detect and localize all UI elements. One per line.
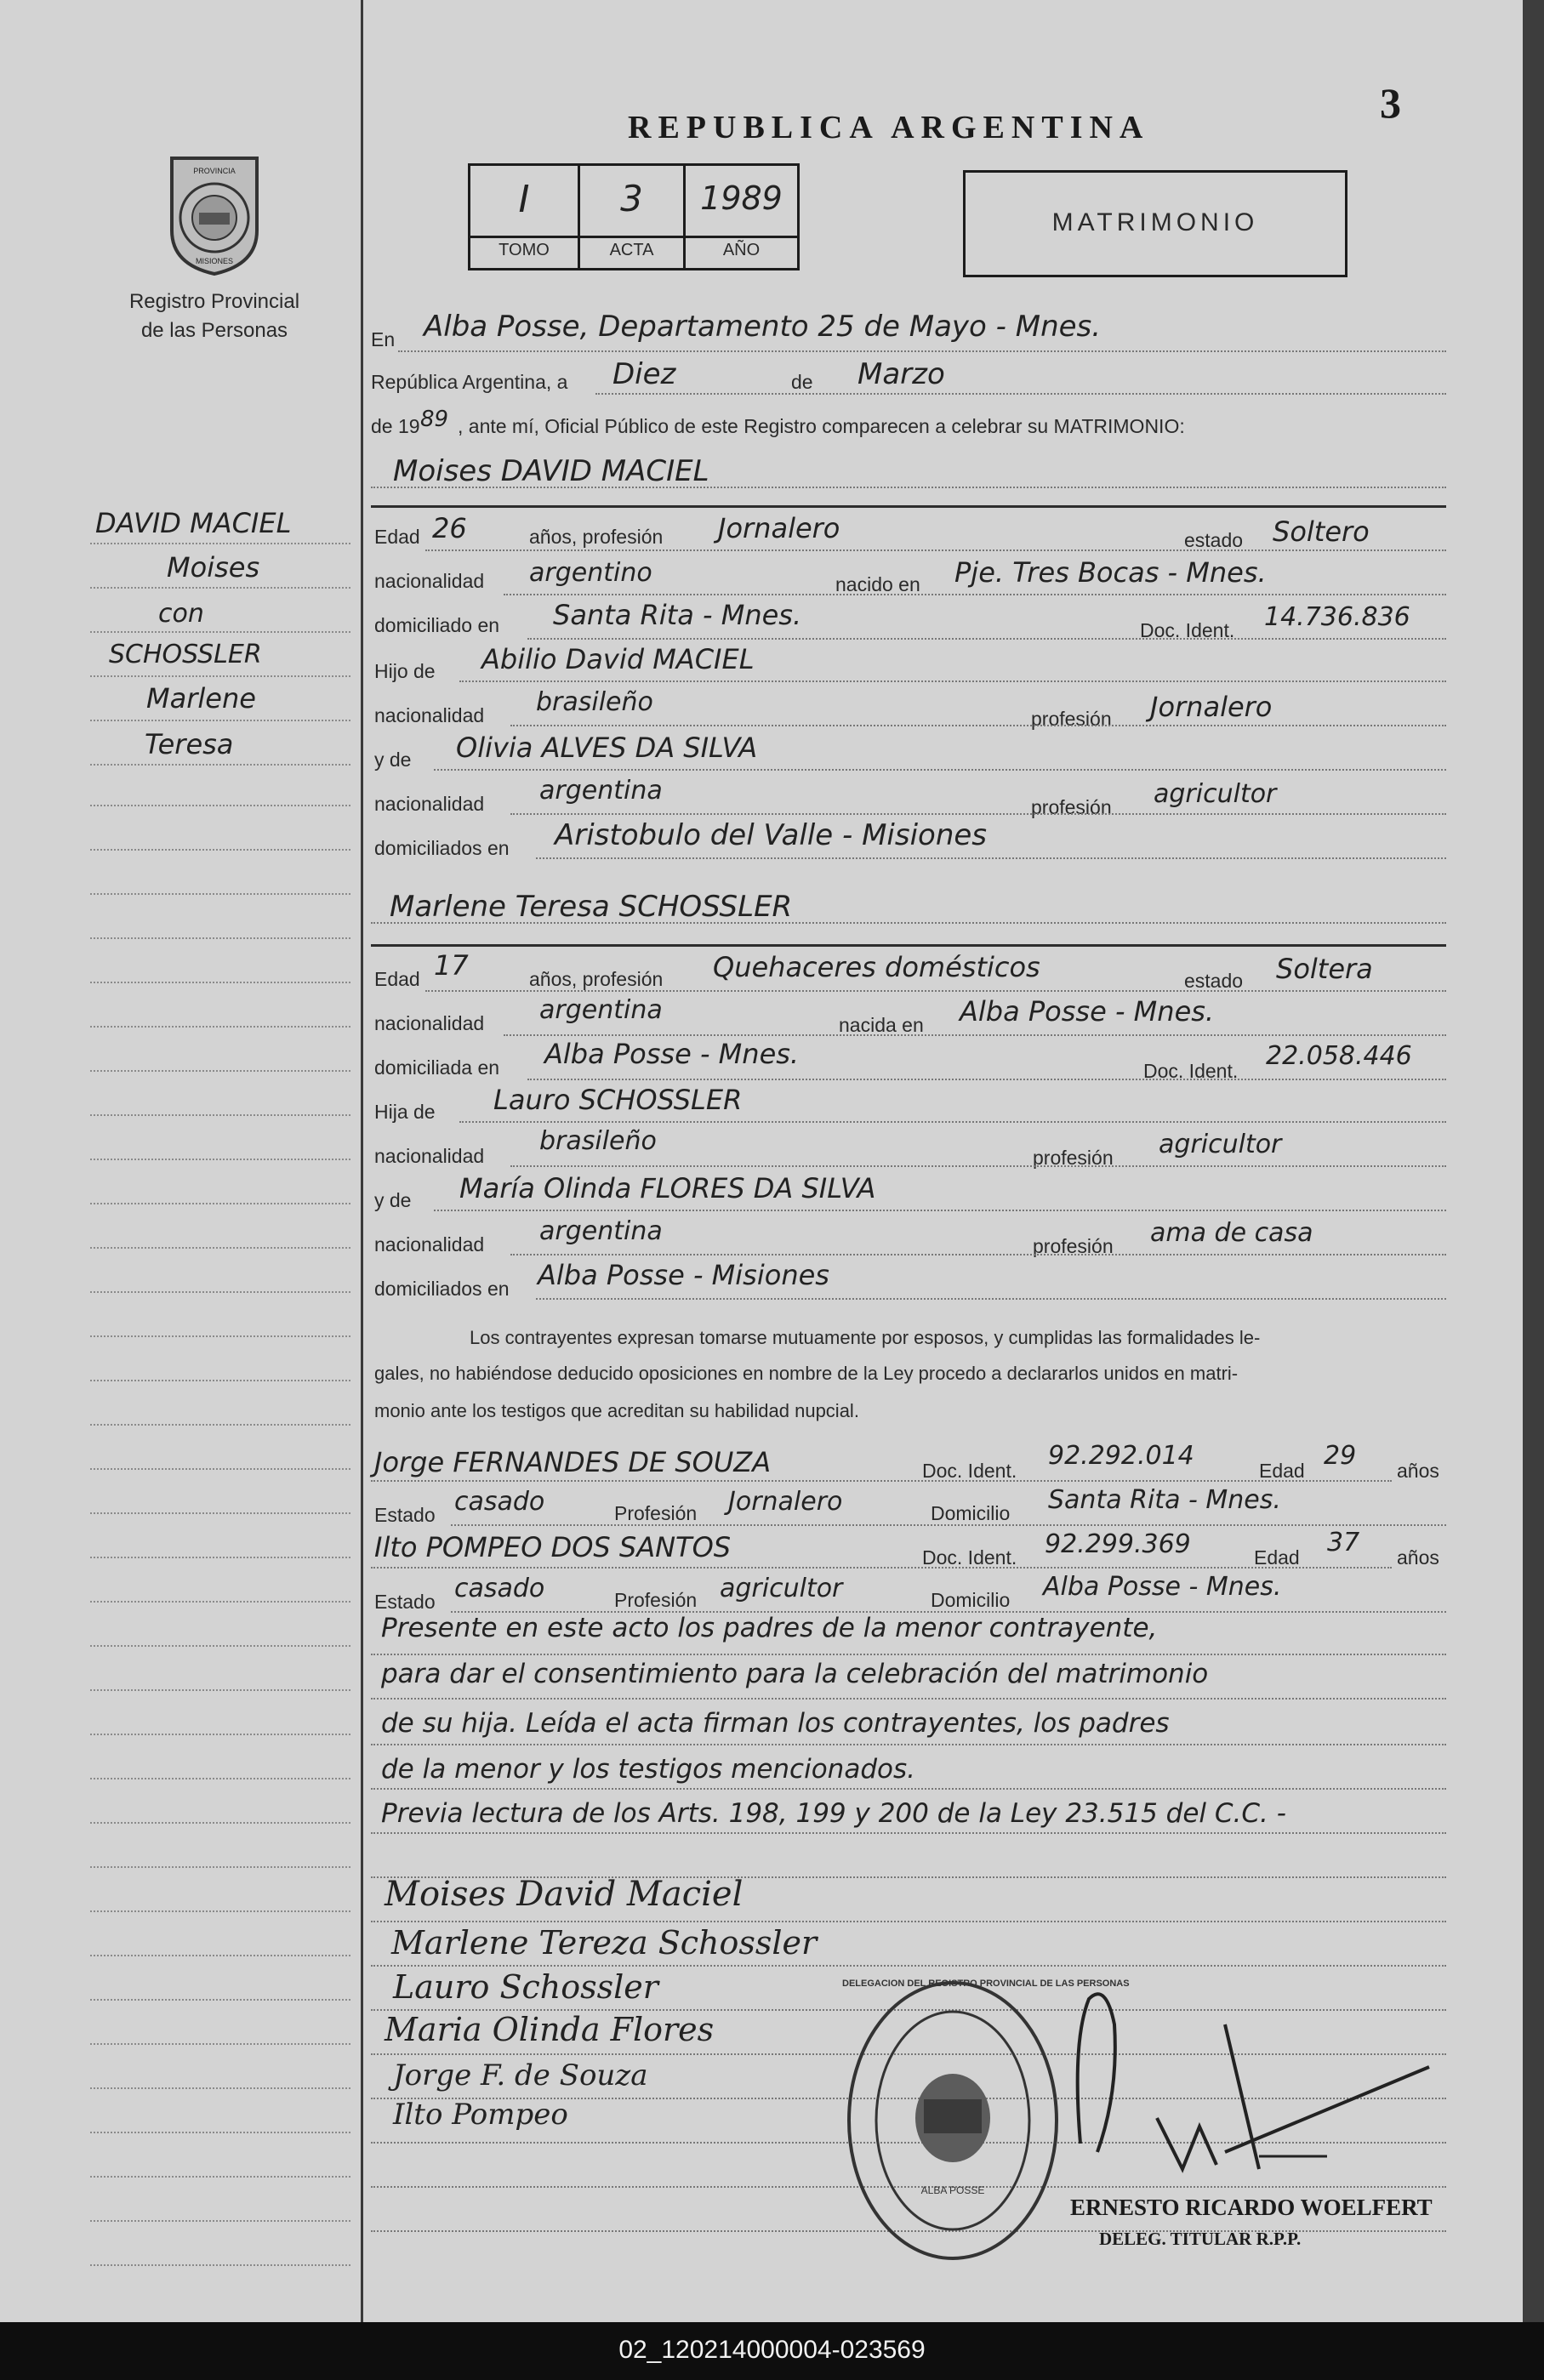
province-seal bbox=[163, 150, 265, 277]
tomo-label: TOMO bbox=[499, 241, 550, 259]
signature-witness-2: Ilto Pompeo bbox=[393, 2098, 568, 2132]
groom-domiciliado-label: domiciliado en bbox=[374, 614, 500, 636]
note-line-3: de su hija. Leída el acta firman los contrayentes, los padres bbox=[381, 1708, 1170, 1739]
bride-address: Alba Posse - Mnes. bbox=[544, 1038, 800, 1070]
year-prefix: de 19 bbox=[371, 415, 420, 437]
bride-edad-label: Edad bbox=[374, 968, 420, 990]
bride-hija-label: Hija de bbox=[374, 1101, 436, 1123]
margin-con: con bbox=[158, 599, 204, 629]
bride-estado-label: estado bbox=[1184, 970, 1244, 992]
bride-doc-label: Doc. Ident. bbox=[1143, 1060, 1239, 1082]
witness-1-status: casado bbox=[454, 1487, 545, 1517]
witness-1-profesion-label: Profesión bbox=[614, 1502, 698, 1524]
bride-mother-nationality: argentina bbox=[539, 1216, 663, 1246]
witness-2-name: Ilto POMPEO DOS SANTOS bbox=[374, 1531, 732, 1563]
bride-father-nationality-label: nacionalidad bbox=[374, 1145, 485, 1167]
groom-full-name: Moises DAVID MACIEL bbox=[393, 454, 709, 488]
groom-father-nationality-label: nacionalidad bbox=[374, 704, 485, 726]
signature-witness-1: Jorge F. de Souza bbox=[393, 2058, 648, 2092]
ano-value: 1989 bbox=[700, 179, 783, 217]
year-value: 89 bbox=[420, 407, 449, 432]
place-value: Alba Posse, Departamento 25 de Mayo - Mnes. bbox=[424, 310, 1102, 344]
witness-1-doc-label: Doc. Ident. bbox=[922, 1460, 1017, 1482]
witness-2-age: 37 bbox=[1327, 1528, 1360, 1557]
intro-text: , ante mí, Oficial Público de este Registro comparecen a celebrar su MATRIMONIO: bbox=[458, 415, 1185, 437]
witness-1-profession: Jornalero bbox=[728, 1487, 843, 1517]
official-stamp bbox=[842, 1972, 1130, 2269]
groom-edad-label: Edad bbox=[374, 526, 420, 548]
witness-2-doc: 92.299.369 bbox=[1045, 1529, 1191, 1559]
margin-groom-surname: DAVID MACIEL bbox=[95, 507, 292, 539]
stamp-center-text: ALBA POSSE bbox=[920, 2184, 985, 2196]
bride-nacida-label: nacida en bbox=[839, 1014, 924, 1036]
registry-name-line1: Registro Provincial bbox=[128, 290, 300, 313]
declaration-line-2: gales, no habiéndose deducido oposiciones en nombre de la Ley procedo a declararlos unidos en matri- bbox=[374, 1363, 1239, 1384]
bride-mother-nationality-label: nacionalidad bbox=[374, 1233, 485, 1255]
groom-mother-name: Olivia ALVES DA SILVA bbox=[456, 732, 758, 764]
groom-profesion-label: años, profesión bbox=[529, 526, 664, 548]
declaration-line-3: monio ante los testigos que acreditan su habilidad nupcial. bbox=[374, 1400, 859, 1421]
officer-title: DELEG. TITULAR R.P.P. bbox=[1099, 2229, 1302, 2249]
ano-label: AÑO bbox=[722, 241, 761, 259]
margin-groom-name: Moises bbox=[167, 551, 260, 584]
image-id: 02_120214000004-023569 bbox=[618, 2336, 926, 2364]
note-line-2: para dar el consentimiento para la celebración del matrimonio bbox=[381, 1659, 1209, 1689]
record-number-box bbox=[468, 163, 800, 270]
declaration-line-1: Los contrayentes expresan tomarse mutuamente por esposos, y cumplidas las formalidades le- bbox=[470, 1327, 1261, 1348]
bride-father-nationality: brasileño bbox=[539, 1126, 657, 1156]
groom-estado-label: estado bbox=[1184, 529, 1244, 551]
witness-1-age: 29 bbox=[1324, 1441, 1357, 1471]
groom-domiciliados-label: domiciliados en bbox=[374, 837, 510, 859]
seal-bottom-text: MISIONES bbox=[195, 257, 233, 265]
groom-doc-label: Doc. Ident. bbox=[1140, 619, 1235, 641]
stamp-icon bbox=[842, 1972, 1130, 2269]
seal-top-text: PROVINCIA bbox=[193, 167, 236, 175]
witness-2-estado-label: Estado bbox=[374, 1591, 436, 1613]
day-value: Diez bbox=[612, 357, 676, 391]
groom-birthplace: Pje. Tres Bocas - Mnes. bbox=[954, 556, 1267, 589]
bride-doc-number: 22.058.446 bbox=[1266, 1041, 1412, 1071]
groom-marital-status: Soltero bbox=[1273, 515, 1370, 548]
republic-label: República Argentina, a bbox=[371, 371, 568, 393]
witness-1-name: Jorge FERNANDES DE SOUZA bbox=[374, 1446, 772, 1478]
signature-groom: Moises David Maciel bbox=[385, 1875, 744, 1914]
witness-2-doc-label: Doc. Ident. bbox=[922, 1546, 1017, 1569]
note-line-1: Presente en este acto los padres de la menor contrayente, bbox=[381, 1613, 1158, 1643]
groom-doc-number: 14.736.836 bbox=[1264, 602, 1410, 632]
de-label: de bbox=[791, 371, 813, 393]
bride-profesion-label: años, profesión bbox=[529, 968, 664, 990]
witness-2-address: Alba Posse - Mnes. bbox=[1043, 1572, 1282, 1602]
witness-2-profesion-label: Profesión bbox=[614, 1589, 698, 1611]
groom-mother-nationality-label: nacionalidad bbox=[374, 793, 485, 815]
signature-scribble-icon bbox=[1055, 1973, 1446, 2178]
bride-mother-profession: ama de casa bbox=[1150, 1218, 1313, 1248]
witness-1-estado-label: Estado bbox=[374, 1504, 436, 1526]
registry-name-line2: de las Personas bbox=[140, 319, 288, 342]
bride-age: 17 bbox=[434, 949, 469, 982]
bride-y-de-label: y de bbox=[374, 1189, 412, 1211]
groom-hijo-label: Hijo de bbox=[374, 660, 436, 682]
groom-mother-profession: agricultor bbox=[1154, 779, 1277, 809]
groom-nationality: argentino bbox=[529, 558, 652, 588]
signature-bride-father: Lauro Schossler bbox=[393, 1968, 658, 2006]
month-value: Marzo bbox=[857, 357, 945, 391]
groom-mother-profesion-label: profesión bbox=[1031, 796, 1112, 818]
witness-2-edad-label: Edad bbox=[1254, 1546, 1300, 1569]
tomo-value: I bbox=[518, 178, 530, 221]
groom-father-name: Abilio David MACIEL bbox=[481, 643, 755, 675]
bride-parents-address: Alba Posse - Misiones bbox=[538, 1259, 829, 1291]
witness-1-doc: 92.292.014 bbox=[1048, 1441, 1194, 1471]
officer-signature bbox=[1055, 1973, 1446, 2178]
acta-value: 3 bbox=[620, 178, 643, 219]
witness-1-anos-label: años bbox=[1397, 1460, 1439, 1482]
act-type: MATRIMONIO bbox=[1051, 208, 1259, 236]
bride-father-profesion-label: profesión bbox=[1033, 1147, 1114, 1169]
witness-2-anos-label: años bbox=[1397, 1546, 1439, 1569]
groom-profession: Jornalero bbox=[718, 512, 840, 544]
witness-1-domicilio-label: Domicilio bbox=[931, 1502, 1011, 1524]
bride-birthplace: Alba Posse - Mnes. bbox=[960, 995, 1215, 1028]
groom-parents-address: Aristobulo del Valle - Misiones bbox=[555, 818, 988, 852]
groom-nacionalidad-label: nacionalidad bbox=[374, 570, 485, 592]
bride-marital-status: Soltera bbox=[1276, 953, 1373, 985]
groom-y-de-label: y de bbox=[374, 749, 412, 771]
groom-father-nationality: brasileño bbox=[536, 687, 653, 717]
bride-nationality: argentina bbox=[539, 995, 663, 1025]
witness-2-profession: agricultor bbox=[720, 1574, 843, 1603]
officer-name: ERNESTO RICARDO WOELFERT bbox=[1070, 2195, 1433, 2220]
margin-bride-surname: SCHOSSLER bbox=[109, 640, 262, 669]
bride-father-profession: agricultor bbox=[1159, 1130, 1282, 1159]
witness-2-status: casado bbox=[454, 1574, 545, 1603]
groom-father-profesion-label: profesión bbox=[1031, 708, 1112, 730]
signature-bride: Marlene Tereza Schossler bbox=[391, 1924, 818, 1962]
book-binding-edge bbox=[1523, 0, 1544, 2322]
groom-mother-nationality: argentina bbox=[539, 776, 663, 806]
groom-nacido-label: nacido en bbox=[835, 573, 920, 595]
page-number: 3 bbox=[1380, 79, 1401, 127]
groom-father-profession: Jornalero bbox=[1150, 691, 1273, 723]
country-title: REPUBLICA ARGENTINA bbox=[628, 110, 1150, 145]
note-line-5: Previa lectura de los Arts. 198, 199 y 200 de la Ley 23.515 del C.C. - bbox=[381, 1798, 1286, 1829]
bride-full-name: Marlene Teresa SCHOSSLER bbox=[390, 890, 793, 924]
witness-2-domicilio-label: Domicilio bbox=[931, 1589, 1011, 1611]
groom-address: Santa Rita - Mnes. bbox=[553, 599, 802, 631]
margin-bride-name: Marlene bbox=[146, 682, 256, 715]
note-line-4: de la menor y los testigos mencionados. bbox=[381, 1754, 915, 1785]
witness-1-edad-label: Edad bbox=[1259, 1460, 1305, 1482]
groom-age: 26 bbox=[432, 512, 467, 544]
margin-bride-name2: Teresa bbox=[145, 728, 234, 760]
stamp-ring-text: DELEGACION DEL REGISTRO PROVINCIAL DE LAS PERSONAS bbox=[842, 1979, 1130, 1989]
bride-mother-name: María Olinda FLORES DA SILVA bbox=[459, 1172, 876, 1204]
margin-divider bbox=[361, 0, 363, 2322]
bride-father-name: Lauro SCHOSSLER bbox=[493, 1084, 743, 1116]
acta-label: ACTA bbox=[609, 241, 654, 259]
image-footer bbox=[0, 2322, 1544, 2380]
bride-mother-profesion-label: profesión bbox=[1033, 1235, 1114, 1257]
witness-1-address: Santa Rita - Mnes. bbox=[1048, 1485, 1281, 1515]
en-label: En bbox=[371, 328, 396, 350]
bride-domiciliados-label: domiciliados en bbox=[374, 1278, 510, 1300]
act-type-box bbox=[963, 170, 1347, 277]
bride-domiciliada-label: domiciliada en bbox=[374, 1056, 500, 1079]
signature-bride-mother: Maria Olinda Flores bbox=[385, 2011, 715, 2048]
bride-profession: Quehaceres domésticos bbox=[713, 951, 1040, 983]
bride-nacionalidad-label: nacionalidad bbox=[374, 1012, 485, 1034]
